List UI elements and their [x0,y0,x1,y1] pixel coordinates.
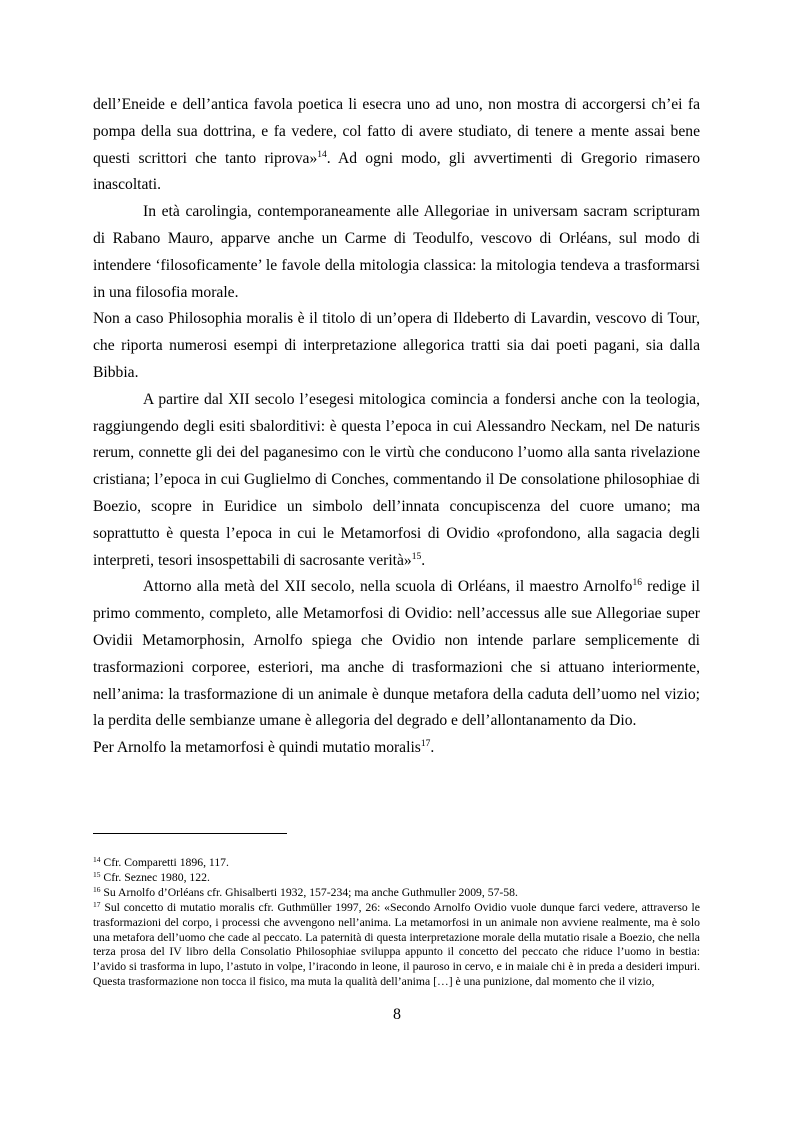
footnote-15 [93,871,700,886]
footnote-text: Su Arnolfo d’Orléans cfr. Ghisalberti 1932, 157-234; ma anche Guthmuller 2009, 57-58. [100,885,518,899]
paragraph-6 [93,735,700,762]
footnote-text: Cfr. Comparetti 1896, 117. [100,856,229,869]
footnotes [93,856,700,990]
footnote-ref-16[interactable]: 16 [632,578,642,589]
page-number: 8 [393,1006,401,1023]
footnote-ref-15[interactable]: 15 [411,551,422,562]
footnote-17 [93,901,700,990]
footnote-ref-17[interactable]: 17 [420,739,431,750]
paragraph-tail: . [430,739,435,757]
footnote-ref-14[interactable]: 14 [317,149,327,160]
paragraph-1 [93,92,700,199]
paragraph-text: In età carolingia, contemporaneamente alle Allegoriae in universam sacram scripturam di Rabano Mauro, apparve anche un Carme di Teodulfo, vescovo di Orléans, sul modo di intendere ‘filosoficamente’ le favole della mitologia classica: la mitologia tendeva a trasformarsi in una filosofia morale. [93,203,700,301]
footnote-text: Cfr. Seznec 1980, 122. [100,870,210,884]
paragraph-text: Non a caso Philosophia moralis è il titolo di un’opera di Ildeberto di Lavardin, vescovo di Tour, che riporta numerosi esempi di interpretazione allegorica tratti sia dai poeti pagani, sia dalla Bibbia. [93,310,700,381]
paragraph-tail: . [421,551,426,569]
footnote-16 [93,886,700,901]
paragraph-3 [93,306,700,386]
footnote-14 [93,856,700,871]
paragraph-text: Attorno alla metà del XII secolo, nella scuola di Orléans, il maestro Arnolfo [143,578,633,596]
footnote-number: 15 [93,869,101,879]
body-text [93,92,700,762]
paragraph-tail: redige il primo commento, completo, alle Metamorfosi di Ovidio: nell’accessus alle sue Allegoriae super Ovidii Metamorphosin, Arnolfo spiega che Ovidio non intende parlare semplicemente di trasformazioni corporee, esteriori, ma anche di trasformazioni che si attuano interiormente, nell’anima: la trasformazione di un animale è dunque metafora della caduta dell’uomo nel vizio; la perdita delle sembianze umane è allegoria del degrado e dell’allontanamento da Dio. [93,578,700,730]
footnote-number: 17 [93,899,101,909]
footnote-number: 16 [93,884,101,894]
paragraph-text: Per Arnolfo la metamorfosi è quindi mutatio moralis [93,739,421,757]
paragraph-5 [93,574,700,735]
paragraph-4 [93,387,700,575]
paragraph-text: A partire dal XII secolo l’esegesi mitologica comincia a fondersi anche con la teologia, raggiungendo degli esiti sbalorditivi: è questa l’epoca in cui Alessandro Neckam, nel De naturis rerum, connette gli dei del paganesimo con le virtù che conducono l’uomo alla santa rivelazione cristiana; l’epoca in cui Guglielmo di Conches, commentando il De consolatione philosophiae di Boezio, scopre in Euridice un simbolo dell’innata concupiscenza del cuore umano; ma soprattutto è questa l’epoca in cui le Metamorfosi di Ovidio «profondono, alla sagacia degli interpreti, tesori insospettabili di sacrosante verità» [93,390,700,569]
paragraph-tail: . Ad ogni modo, gli avvertimenti di Gregorio rimasero inascoltati. [93,149,701,194]
footnote-text: Sul concetto di mutatio moralis cfr. Guthmüller 1997, 26: «Secondo Arnolfo Ovidio vuole dunque farci vedere, attraverso le trasformazioni del corpo, i processi che avvengono nell’anima. La metamorfosi in un animale non avviene realmente, ma è solo una metafora dell’uomo che cade al peccato. La paternità di questa interpretazione morale della mutatio risale a Boezio, che nella terza prosa del IV libro della Consolatio Philosophiae sviluppa appunto il concetto del peccato che riduce l’uomo in bestia: l’avido si trasforma in lupo, l’astuto in volpe, l’iracondo in leone, il pauroso in cervo, e in maiale chi è in preda a desideri impuri. Questa trasformazione non tocca il fisico, ma muta la qualità dell’anima […] è una punizione, dal momento che il vizio, [93,900,700,989]
paragraph-2 [93,199,700,306]
footnote-number: 14 [93,855,101,864]
footnote-separator [93,833,287,834]
paragraph-text: dell’Eneide e dell’antica favola poetica li esecra uno ad uno, non mostra di accorgersi ch’ei fa pompa della sua dottrina, e fa vedere, col fatto di avere studiato, di tenere a mente assai bene questi scrittori che tanto riprova» [93,96,700,167]
